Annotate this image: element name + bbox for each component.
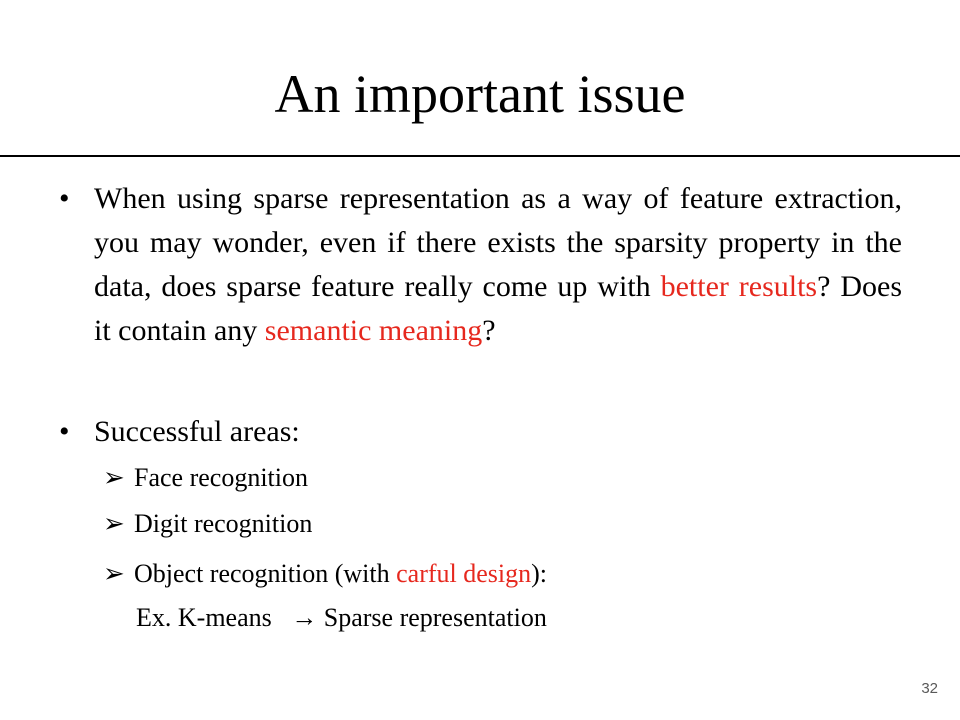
sub-item-face-recognition: Face recognition [134,463,308,492]
paragraph-text: ? Does it contain any [94,270,902,347]
sub-item-digit-recognition: Digit recognition [134,509,313,538]
paragraph-text: When using sparse representation as a way of feature extraction, you may wonder, even if there exists the sparsity property in the data, does sparse feature really come up with [94,182,902,303]
page-number: 32 [921,680,938,697]
sub-item-text: Object recognition (with [134,559,397,588]
title-divider [0,155,960,157]
sub-item-object-recognition [134,556,547,592]
highlight-better-results: better results [660,270,818,303]
right-arrow-icon: → [291,603,318,632]
example-suffix: Sparse representation [323,603,547,632]
highlight-carful-design: carful design [396,559,532,588]
bullet-paragraph [94,177,902,353]
example-prefix: Ex. K-means [136,603,272,632]
bullet-icon: • [59,182,70,215]
arrow-bullet-icon: ➢ [103,509,125,538]
highlight-semantic-meaning: semantic meaning [264,314,483,347]
arrow-bullet-icon: ➢ [103,559,125,588]
bullet-icon: • [59,415,70,448]
arrow-bullet-icon: ➢ [103,463,125,492]
bullet-successful-areas: Successful areas: [94,415,300,448]
slide-title: An important issue [274,64,686,124]
example-line [136,600,547,636]
sub-item-text: ): [531,559,548,588]
paragraph-text: ? [482,314,496,347]
